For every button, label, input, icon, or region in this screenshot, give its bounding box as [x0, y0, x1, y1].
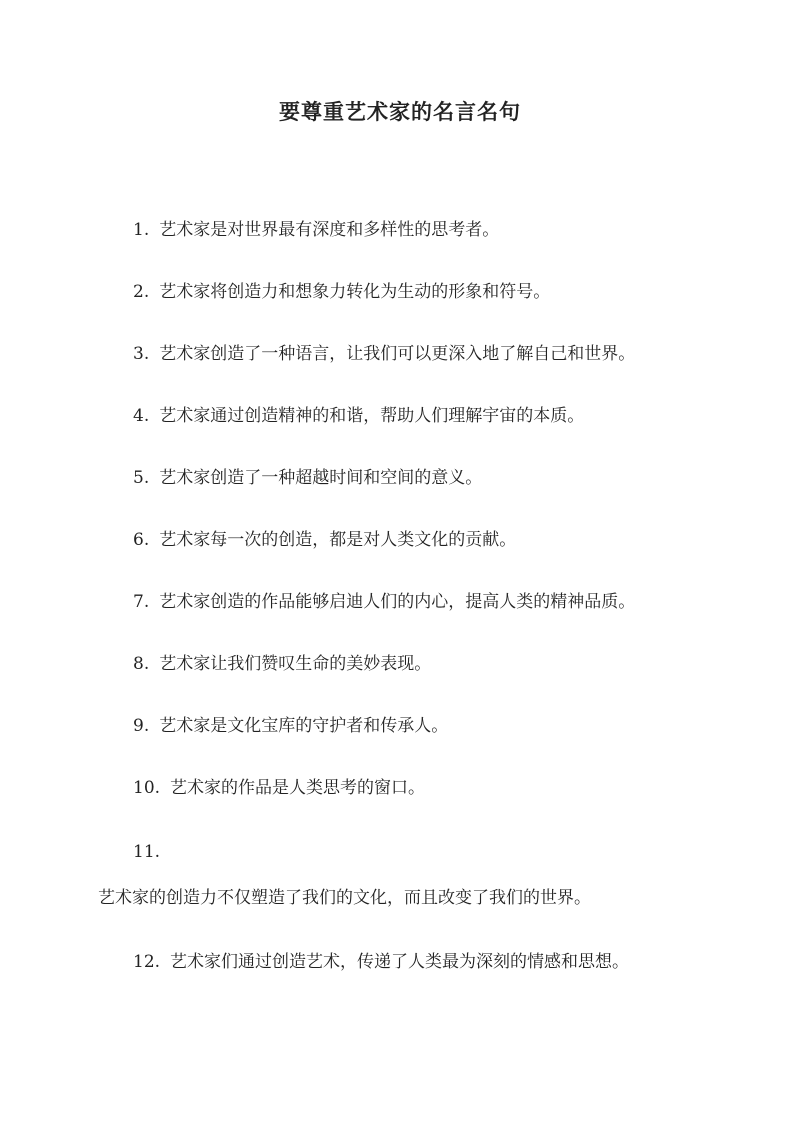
- item-number: 11.: [133, 842, 161, 862]
- item-text: 艺术家让我们赞叹生命的美妙表现。: [159, 654, 432, 674]
- item-number: 12.: [133, 952, 161, 972]
- item-number: 1.: [133, 220, 150, 240]
- item-number: 10.: [133, 778, 161, 798]
- item-number: 2.: [133, 282, 150, 302]
- list-item: [133, 528, 516, 552]
- list-item: [133, 342, 635, 366]
- item-text: 艺术家们通过创造艺术，传递了人类最为深刻的情感和思想。: [170, 952, 630, 972]
- list-item: [133, 404, 584, 428]
- list-item: [133, 590, 635, 614]
- list-item-number-only: [133, 840, 170, 864]
- item-number: 7.: [133, 592, 150, 612]
- item-number: 6.: [133, 530, 150, 550]
- item-number: 9.: [133, 716, 150, 736]
- item-number: 8.: [133, 654, 150, 674]
- list-item: [133, 652, 431, 676]
- list-item: [133, 950, 629, 974]
- item-number: 4.: [133, 406, 150, 426]
- item-number: 3.: [133, 344, 150, 364]
- item-number: 5.: [133, 468, 150, 488]
- item-text: 艺术家是对世界最有深度和多样性的思考者。: [159, 220, 500, 240]
- item-text: 艺术家的创造力不仅塑造了我们的文化，而且改变了我们的世界。: [98, 888, 591, 908]
- list-item: [133, 218, 499, 242]
- item-text: 艺术家是文化宝库的守护者和传承人。: [159, 716, 449, 736]
- item-text: 艺术家每一次的创造，都是对人类文化的贡献。: [159, 530, 517, 550]
- item-text: 艺术家创造的作品能够启迪人们的内心，提高人类的精神品质。: [159, 592, 636, 612]
- list-item: [133, 776, 425, 800]
- item-text: 艺术家通过创造精神的和谐，帮助人们理解宇宙的本质。: [159, 406, 585, 426]
- item-text: 艺术家创造了一种超越时间和空间的意义。: [159, 468, 483, 488]
- item-text: 艺术家创造了一种语言，让我们可以更深入地了解自己和世界。: [159, 344, 636, 364]
- item-text: 艺术家将创造力和想象力转化为生动的形象和符号。: [159, 282, 551, 302]
- list-item-wrapped-text: [98, 886, 591, 910]
- page-title: 要尊重艺术家的名言名句: [279, 99, 521, 124]
- item-text: 艺术家的作品是人类思考的窗口。: [170, 778, 426, 798]
- list-item: [133, 714, 448, 738]
- list-item: [133, 466, 482, 490]
- list-item: [133, 280, 550, 304]
